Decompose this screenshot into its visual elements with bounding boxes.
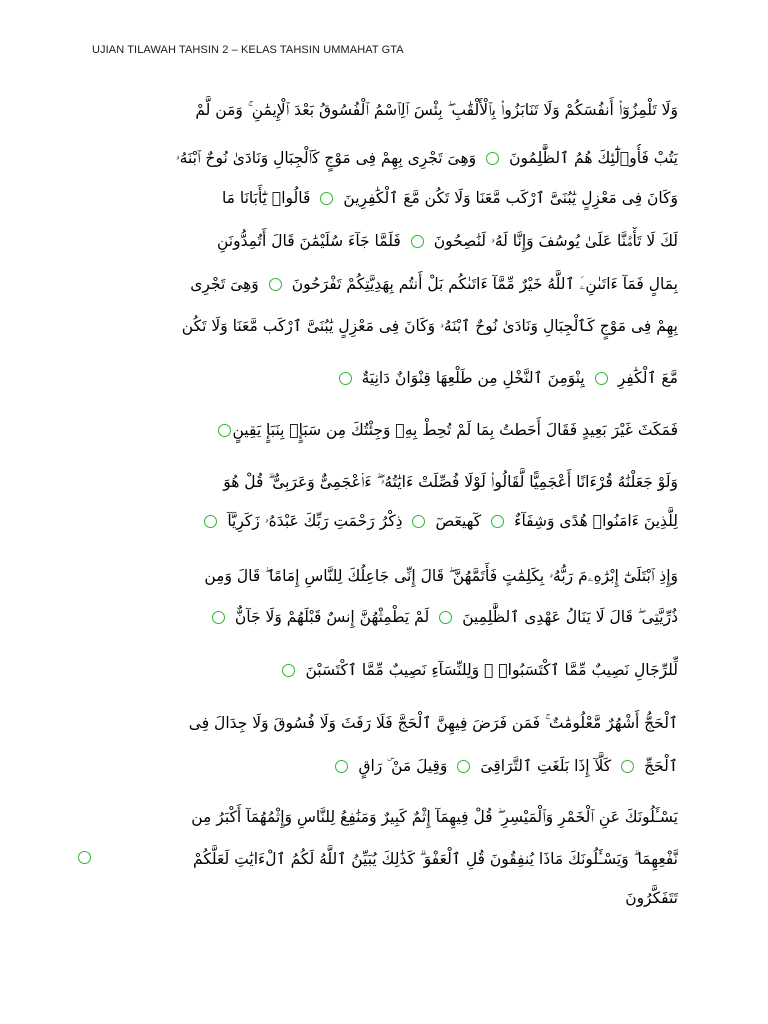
verse-end-marker xyxy=(78,851,91,864)
verse-text: كٓهيعٓصٓ xyxy=(435,512,482,530)
verse-line-5 xyxy=(80,270,678,298)
verse-text: وَهِىَ تَجْرِى xyxy=(190,275,259,293)
verse-line-18 xyxy=(80,884,678,912)
verse-end-marker xyxy=(335,760,348,773)
verse-line-10 xyxy=(80,507,678,535)
verse-text: لَكَ لَا تَأْمَ۫نَّا عَلَىٰ يُوسُفَ وَإِنَّا لَهُۥ لَنَٰصِحُونَ xyxy=(433,232,678,250)
verse-text: وَقِيلَ مَنْ ۜ رَاقٍ xyxy=(358,757,448,775)
verse-line-7 xyxy=(80,364,678,392)
verse-text: قَالُوا۟ يَٰٓأَبَانَا مَا xyxy=(221,189,311,207)
verse-end-marker xyxy=(269,278,282,291)
verse-end-marker xyxy=(212,611,225,624)
verse-line-11 xyxy=(80,562,678,590)
verse-end-marker xyxy=(282,664,295,677)
verse-end-marker xyxy=(339,372,352,385)
verse-line-6 xyxy=(80,312,678,340)
verse-text: وَلَوْ جَعَلْنَٰهُ قُرْءَانًا أَعْجَمِيًّا لَّقَالُوا۟ لَوْلَا فُصِّلَتْ ءَايَٰتُهُۥٓ ۖ ءَا۬عْجَمِىٌّ وَعَرَبِىٌّ ۗ قُلْ هُوَ xyxy=(223,473,678,491)
verse-line-3 xyxy=(80,184,678,212)
verse-text: بِمَالٍ فَمَآ ءَاتَىٰنِۦَ ٱللَّهُ خَيْرٌ مِّمَّآ ءَاتَىٰكُم بَلْ أَنتُم بِهَدِيَّتِكُمْ تَفْرَحُونَ xyxy=(291,275,678,293)
verse-text: فَلَمَّا جَآءَ سُلَيْمَٰنَ قَالَ أَتُمِدُّونَنِ xyxy=(216,232,401,250)
verse-end-marker xyxy=(486,152,499,165)
verse-text: تَتَفَكَّرُونَ xyxy=(625,889,678,907)
page-header: UJIAN TILAWAH TAHSIN 2 – KELAS TAHSIN UMMAHAT GTA xyxy=(92,44,404,56)
verse-text: نَّفْعِهِمَا ۗ وَيَسْـَٔلُونَكَ مَاذَا يُنفِقُونَ قُلِ ٱلْعَفْوَ ۗ كَذَٰلِكَ يُبَيِّنُ ٱللَّهُ لَكُمُ ٱلْءَايَٰتِ لَعَلَّكُمْ xyxy=(193,850,678,868)
verse-text: لِلَّذِينَ ءَامَنُوا۟ هُدًى وَشِفَآءٌ xyxy=(514,512,678,530)
verse-text: يَسْـَٔلُونَكَ عَنِ ٱلْخَمْرِ وَٱلْمَيْسِرِ ۖ قُلْ فِيهِمَآ إِثْمٌ كَبِيرٌ وَمَنَٰفِعُ لِلنَّاسِ وَإِثْمُهُمَآ أَكْبَرُ مِن xyxy=(191,808,678,826)
verse-end-marker xyxy=(204,515,217,528)
verse-text: فَمَكَثَ غَيْرَ بَعِيدٍ فَقَالَ أَحَطتُ بِمَا لَمْ تُحِطْ بِهِۦ وَجِئْتُكَ مِن سَبَإٍۭ بِنَبَإٍ يَقِينٍ xyxy=(232,421,678,439)
verse-line-12 xyxy=(80,603,678,631)
verse-text: وَلَا تَلْمِزُوٓا۟ أَنفُسَكُمْ وَلَا تَنَابَزُوا۟ بِٱلْأَلْقَٰبِ ۖ بِئْسَ ٱلِٱسْمُ ٱلْفُسُوقُ بَعْدَ ٱلْإِيمَٰنِ ۚ وَمَن لَّمْ xyxy=(195,101,678,119)
verse-text: ذِكْرُ رَحْمَتِ رَبِّكَ عَبْدَهُۥ زَكَرِيَّآ xyxy=(227,512,403,530)
verse-end-marker xyxy=(621,760,634,773)
verse-line-17 xyxy=(80,845,678,873)
verse-text: وَإِذِ ٱبْتَلَىٰٓ إِبْرَٰهِۦمَ رَبُّهُۥ بِكَلِمَٰتٍ فَأَتَمَّهُنَّ ۖ قَالَ إِنِّى جَاعِلُكَ لِلنَّاسِ إِمَامًا ۖ قَالَ وَمِن xyxy=(204,567,678,585)
verse-text: بِهِمْ فِى مَوْجٍ كَٱلْجِبَالِ وَنَادَىٰ نُوحٌ ٱبْنَهُۥ وَكَانَ فِى مَعْزِلٍ يَٰبُنَىَّ ٱرْكَب مَّعَنَا وَلَا تَكُن xyxy=(181,317,678,335)
verse-text: ٱلْحَجِّ xyxy=(644,757,678,775)
verse-text: مَّعَ ٱلْكَٰفِرِ xyxy=(617,369,678,387)
verse-line-13 xyxy=(80,656,678,684)
verse-text: لِّلرِّجَالِ نَصِيبٌ مِّمَّا ٱكْتَسَبُوا۟ ۖ وَلِلنِّسَآءِ نَصِيبٌ مِّمَّا ٱكْتَسَبْنَ xyxy=(305,661,678,679)
verse-text: ذُرِّيَّتِى ۖ قَالَ لَا يَنَالُ عَهْدِى ٱلظَّٰلِمِينَ xyxy=(462,608,678,626)
verse-text: ٱلْحَجُّ أَشْهُرٌ مَّعْلُومَٰتٌ ۚ فَمَن فَرَضَ فِيهِنَّ ٱلْحَجَّ فَلَا رَفَثَ وَلَا فُسُوقَ وَلَا جِدَالَ فِى xyxy=(188,714,678,732)
verse-end-marker xyxy=(320,192,333,205)
verse-line-1 xyxy=(80,96,678,124)
verse-text: يِنْوَمِنَ ٱلنَّخْلِ مِن طَلْعِهَا قِنْوَانٌ دَانِيَةٌ xyxy=(361,369,585,387)
verse-end-marker xyxy=(412,515,425,528)
verse-text: يَتُبْ فَأُو۟لَٰٓئِكَ هُمُ ٱلظَّٰلِمُونَ xyxy=(509,149,678,167)
verse-line-15 xyxy=(80,752,678,780)
verse-end-marker xyxy=(218,424,231,437)
verse-text: وَكَانَ فِى مَعْزِلٍ يَٰبُنَىَّ ٱرْكَب مَّعَنَا وَلَا تَكُن مَّعَ ٱلْكَٰفِرِينَ xyxy=(343,189,678,207)
verse-end-marker xyxy=(457,760,470,773)
verse-text: لَمْ يَطْمِثْهُنَّ إِنسٌ قَبْلَهُمْ وَلَا جَآنٌّ xyxy=(234,608,430,626)
verse-line-8 xyxy=(80,416,678,444)
verse-line-4 xyxy=(80,227,678,255)
verse-text: كَلَّآ إِذَا بَلَغَتِ ٱلتَّرَاقِىَ xyxy=(480,757,612,775)
verse-line-9 xyxy=(80,468,678,496)
verse-end-marker xyxy=(491,515,504,528)
verse-line-16 xyxy=(80,803,678,831)
verse-line-14 xyxy=(80,709,678,737)
verse-line-2 xyxy=(80,144,678,172)
verse-end-marker xyxy=(595,372,608,385)
verse-text: وَهِىَ تَجْرِى بِهِمْ فِى مَوْجٍ كَٱلْجِبَالِ وَنَادَىٰ نُوحٌ ٱبْنَهُۥ xyxy=(175,149,477,167)
verse-end-marker xyxy=(411,235,424,248)
verse-end-marker xyxy=(439,611,452,624)
